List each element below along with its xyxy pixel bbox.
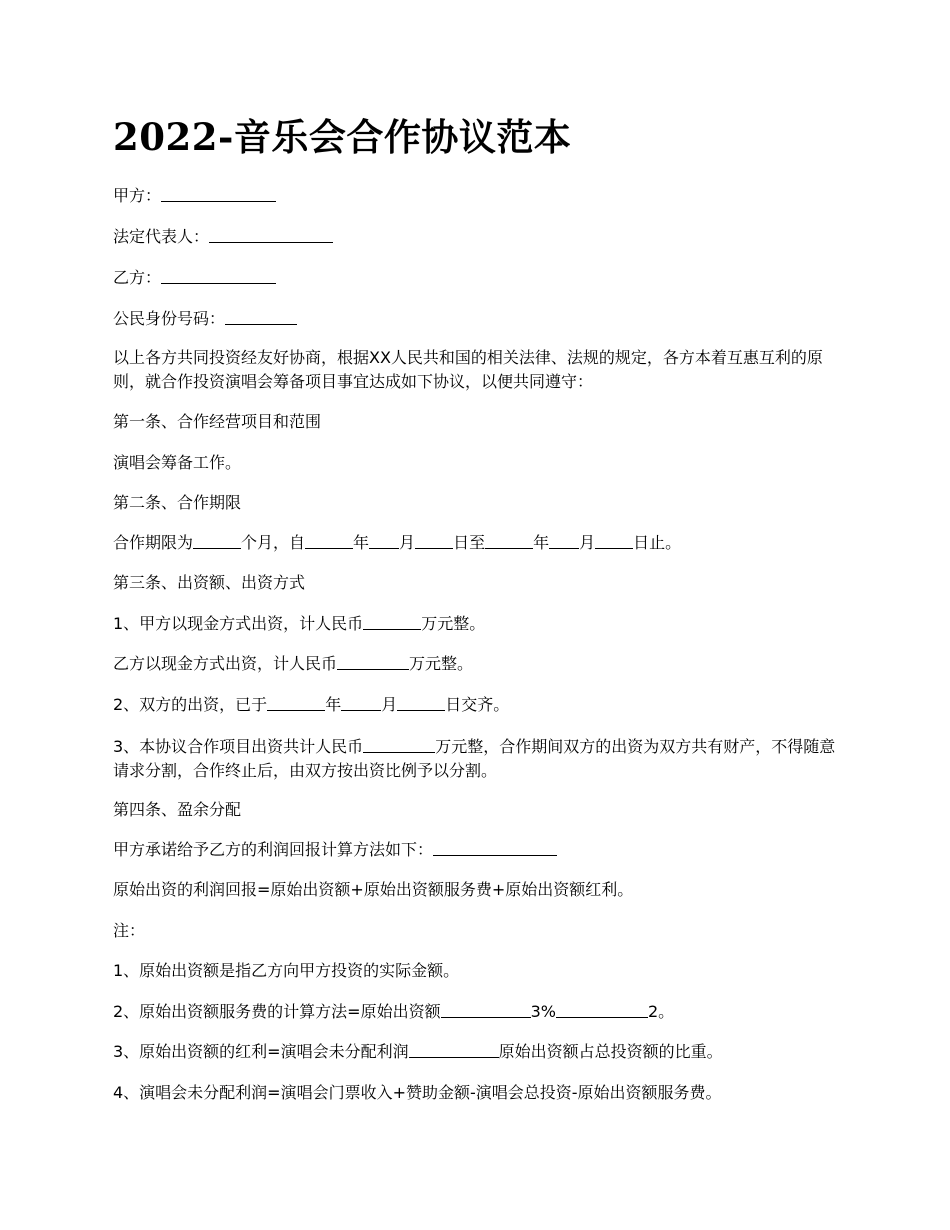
item3-2-line [113,693,841,717]
intro-paragraph: 以上各方共同投资经友好协商，根据XX人民共和国的相关法律、法规的规定，各方本着互惠互利的原则，就合作投资演唱会筹备项目事宜达成如下协议，以便共同遵守： [113,348,823,391]
item3-1b-line [113,652,841,676]
legal-rep-blank [209,226,333,243]
party-b-amount-blank [337,653,409,670]
period-text: 年 [353,533,370,552]
end-month-blank [549,532,579,549]
legal-rep-line [113,225,841,249]
item-text: 万元整。 [409,654,474,673]
note3-blank [409,1041,499,1058]
profit-method-line [113,838,841,862]
end-day-blank [595,532,633,549]
article1-title: 第一条、合作经营项目和范围 [113,412,322,431]
note-3 [113,1040,841,1064]
item-text: 日交齐。 [445,695,510,714]
period-text: 合作期限为 [113,533,194,552]
start-day-blank [415,532,453,549]
article3-title: 第三条、出资额、出资方式 [113,573,306,592]
party-a-blank [161,185,276,202]
item-text: 万元整，合作期间双方的出资为双方共有财产，不得随意请求分割，合作终止后，由双方按出资比例予以分割。 [113,737,836,780]
id-number-label: 公民身份号码： [113,309,226,328]
item3-3-paragraph [113,735,841,783]
party-a-label: 甲方： [113,186,162,205]
period-text: 日止。 [633,533,682,552]
profit-method-label: 甲方承诺给予乙方的利润回报计算方法如下： [113,840,434,859]
item-text: 年 [325,695,342,714]
paid-day-blank [397,694,445,711]
item-text: 万元整。 [421,614,486,633]
formula-line: 原始出资的利润回报=原始出资额+原始出资额服务费+原始出资额红利。 [113,880,634,899]
party-a-line [113,184,841,208]
period-months-blank [193,532,241,549]
note-1: 1、原始出资额是指乙方向甲方投资的实际金额。 [113,961,460,980]
id-number-line [113,307,841,331]
note-4: 4、演唱会未分配利润=演唱会门票收入+赞助金额-演唱会总投资-原始出资额服务费。 [113,1083,722,1102]
total-amount-blank [363,736,435,753]
note-label: 注： [113,921,146,940]
end-year-blank [485,532,533,549]
note-text: 2、原始出资额服务费的计算方法=原始出资额 [113,1002,441,1021]
period-text: 日至 [453,533,486,552]
article4-title: 第四条、盈余分配 [113,800,242,819]
note-text: 3% [530,1002,556,1021]
party-a-amount-blank [363,613,421,630]
party-b-label: 乙方： [113,268,162,287]
note-2 [113,1000,841,1024]
item-text: 乙方以现金方式出资，计人民币 [113,654,338,673]
id-number-blank [225,308,297,325]
note-text: 3、原始出资额的红利=演唱会未分配利润 [113,1042,409,1061]
document-title: 2022-音乐会合作协议范本 [113,115,572,159]
period-text: 年 [533,533,550,552]
note-text: 2。 [647,1002,675,1021]
period-text: 个月，自 [241,533,306,552]
paid-year-blank [267,694,325,711]
period-text: 月 [579,533,596,552]
note2-blank-1 [441,1001,531,1018]
item-text: 3、本协议合作项目出资共计人民币 [113,737,364,756]
item-text: 1、甲方以现金方式出资，计人民币 [113,614,364,633]
item-text: 2、双方的出资，已于 [113,695,268,714]
legal-rep-label: 法定代表人： [113,227,210,246]
party-b-blank [161,267,276,284]
party-b-line [113,266,841,290]
item3-1-line [113,612,841,636]
article2-title: 第二条、合作期限 [113,493,242,512]
period-line [113,531,841,555]
article1-body: 演唱会筹备工作。 [113,453,242,472]
item-text: 月 [381,695,398,714]
start-year-blank [305,532,353,549]
start-month-blank [369,532,399,549]
profit-method-blank [433,839,557,856]
paid-month-blank [341,694,381,711]
period-text: 月 [399,533,416,552]
note2-blank-2 [556,1001,648,1018]
note-text: 原始出资额占总投资额的比重。 [498,1042,723,1061]
